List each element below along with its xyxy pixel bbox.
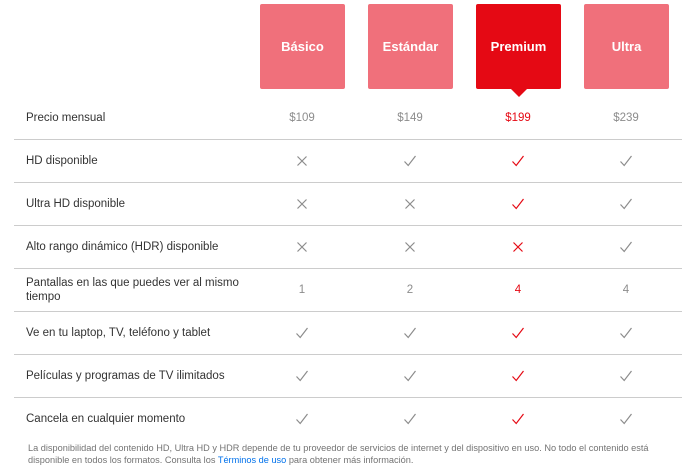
check-icon xyxy=(478,355,558,397)
cross-icon xyxy=(262,226,342,268)
cross-icon xyxy=(370,226,450,268)
table-row xyxy=(14,183,682,226)
cross-icon xyxy=(478,226,558,268)
plan-value: 2 xyxy=(406,284,414,296)
plan-label: Premium xyxy=(490,39,547,54)
feature-label: Ve en tu laptop, TV, teléfono y tablet xyxy=(26,327,211,339)
plan-value: $149 xyxy=(397,112,423,124)
footer-disclaimer xyxy=(28,442,678,466)
check-icon xyxy=(370,312,450,354)
cross-icon xyxy=(370,183,450,225)
table-row xyxy=(14,355,682,398)
check-icon xyxy=(586,355,666,397)
check-icon xyxy=(478,398,558,440)
table-row xyxy=(14,312,682,355)
plan-value: $199 xyxy=(505,112,531,124)
table-row xyxy=(14,140,682,183)
plan-value: $109 xyxy=(289,112,315,124)
feature-label: Pantallas en las que puedes ver al mismo tiempo xyxy=(26,277,239,303)
feature-label: Precio mensual xyxy=(26,112,106,124)
plan-value: 4 xyxy=(514,284,522,296)
plan-estandar-button[interactable] xyxy=(368,4,453,89)
feature-label: Cancela en cualquier momento xyxy=(26,413,186,425)
plan-value: $239 xyxy=(613,112,639,124)
plan-selector xyxy=(0,4,696,104)
table-row xyxy=(14,97,682,140)
check-icon xyxy=(478,312,558,354)
cross-icon xyxy=(262,140,342,182)
check-icon xyxy=(478,183,558,225)
plan-value: 1 xyxy=(298,284,306,296)
table-row xyxy=(14,398,682,440)
plan-label: Básico xyxy=(281,39,324,54)
check-icon xyxy=(478,140,558,182)
check-icon xyxy=(586,398,666,440)
plan-basico-button[interactable] xyxy=(260,4,345,89)
check-icon xyxy=(370,355,450,397)
feature-label: Películas y programas de TV ilimitados xyxy=(26,370,225,382)
check-icon xyxy=(370,140,450,182)
cross-icon xyxy=(262,183,342,225)
check-icon xyxy=(262,355,342,397)
footer-text: La disponibilidad del contenido HD, Ultra HD y HDR depende de tu proveedor de servicios de internet y del dispositivo en uso. No todo el contenido está disponible en todos los formatos. Consulta los xyxy=(28,443,649,465)
check-icon xyxy=(586,226,666,268)
feature-label: Alto rango dinámico (HDR) disponible xyxy=(26,241,219,253)
table-row xyxy=(14,269,682,312)
table-row xyxy=(14,226,682,269)
check-icon xyxy=(262,398,342,440)
check-icon xyxy=(586,312,666,354)
check-icon xyxy=(586,183,666,225)
feature-label: Ultra HD disponible xyxy=(26,198,126,210)
terms-of-use-link[interactable]: Términos de uso xyxy=(217,455,287,465)
plan-value: 4 xyxy=(622,284,630,296)
plan-premium-button[interactable] xyxy=(476,4,561,89)
check-icon xyxy=(586,140,666,182)
plan-label: Ultra xyxy=(611,39,642,54)
feature-label: HD disponible xyxy=(26,155,98,167)
plan-label: Estándar xyxy=(382,39,439,54)
footer-text-end: para obtener más información. xyxy=(286,455,414,465)
plan-ultra-button[interactable] xyxy=(584,4,669,89)
check-icon xyxy=(262,312,342,354)
plan-comparison-table xyxy=(14,97,682,440)
check-icon xyxy=(370,398,450,440)
